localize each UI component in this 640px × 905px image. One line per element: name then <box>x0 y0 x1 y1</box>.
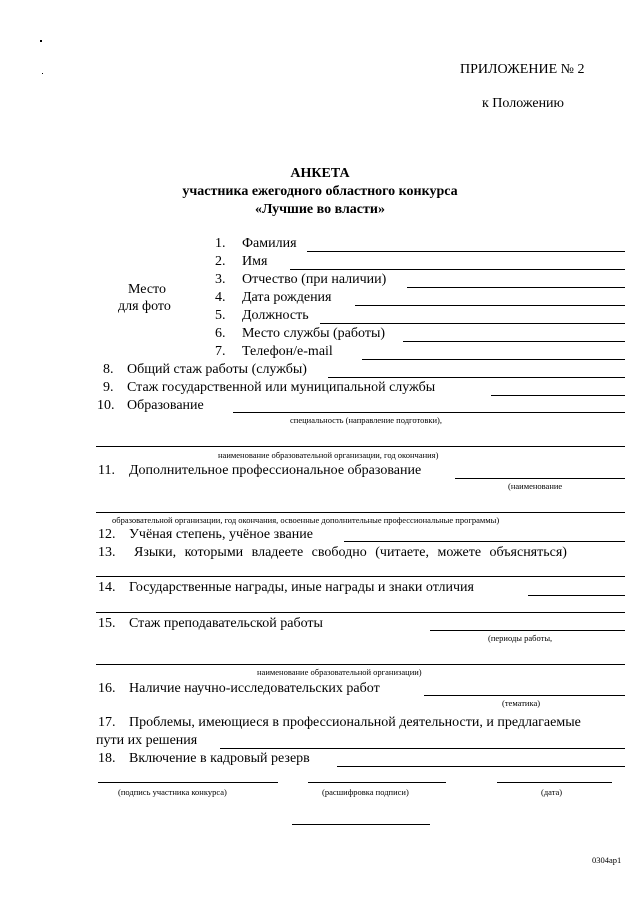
problems-solutions-input-line[interactable] <box>220 748 625 749</box>
additional-education-hint-1: (наименование <box>508 481 563 491</box>
civil-service-input-line[interactable] <box>491 395 625 396</box>
additional-education-input-line-2[interactable] <box>96 512 625 513</box>
academic-degree-input-line[interactable] <box>344 541 625 542</box>
education-input-line-2[interactable] <box>96 446 625 447</box>
form-subtitle: участника ежегодного областного конкурса <box>182 184 458 199</box>
research-works-input-line[interactable] <box>424 695 625 696</box>
education-input-line-1[interactable] <box>233 412 625 413</box>
date-hint: (дата) <box>541 787 563 797</box>
decoding-line[interactable] <box>308 782 446 783</box>
birth-date-input-line[interactable] <box>355 305 625 306</box>
contest-name: «Лучшие во власти» <box>255 202 385 217</box>
signature-hint: (подпись участника конкурса) <box>118 787 227 797</box>
teaching-experience-input-line-1[interactable] <box>430 630 625 631</box>
position-input-line[interactable] <box>320 323 625 324</box>
additional-education-hint-2: образовательной организации, год окончания, освоенные дополнительные профессиональные программы) <box>112 515 500 525</box>
teaching-experience-input-line-2[interactable] <box>96 664 625 665</box>
awards-input-line-1[interactable] <box>528 595 625 596</box>
bottom-separator <box>292 824 430 825</box>
surname-input-line[interactable] <box>307 251 625 252</box>
appendix-number: ПРИЛОЖЕНИЕ № 2 <box>460 62 585 77</box>
research-works-hint: (тематика) <box>502 698 541 708</box>
additional-education-input-line-1[interactable] <box>455 478 625 479</box>
document-code: 0304ap1 <box>592 855 622 865</box>
patronymic-input-line[interactable] <box>407 287 625 288</box>
phone-email-input-line[interactable] <box>362 359 625 360</box>
date-line[interactable] <box>497 782 612 783</box>
photo-label-2: для фото <box>118 299 171 314</box>
stray-mark <box>40 40 42 42</box>
workplace-input-line[interactable] <box>403 341 625 342</box>
awards-input-line-2[interactable] <box>96 612 625 613</box>
teaching-experience-hint-2: наименование образовательной организации) <box>257 667 422 677</box>
photo-label-1: Место <box>128 282 166 297</box>
education-hint-1: специальность (направление подготовки), <box>290 415 442 425</box>
education-hint-2: наименование образовательной организации, год окончания) <box>218 450 439 460</box>
personnel-reserve-input-line[interactable] <box>337 766 625 767</box>
form-title: АНКЕТА <box>290 166 350 181</box>
teaching-experience-hint-1: (периоды работы, <box>488 633 553 643</box>
signature-line[interactable] <box>98 782 278 783</box>
decoding-hint: (расшифровка подписи) <box>322 787 409 797</box>
total-experience-input-line[interactable] <box>328 377 625 378</box>
name-input-line[interactable] <box>290 269 625 270</box>
to-regulation: к Положению <box>482 96 565 111</box>
languages-input-line[interactable] <box>96 576 625 577</box>
stray-mark <box>42 73 43 74</box>
